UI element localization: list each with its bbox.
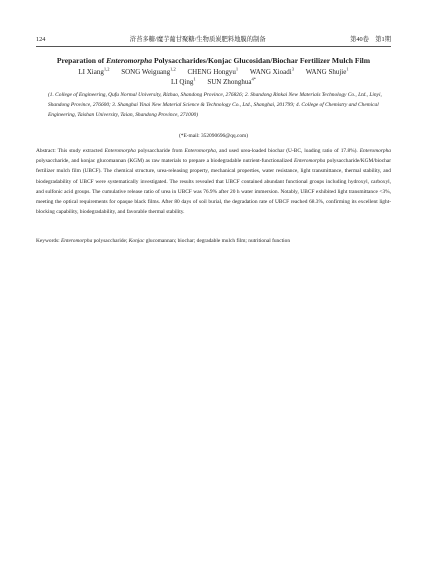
keywords-segment: glucomannan; biochar; degradable mulch film; nutritional function [144, 238, 291, 244]
paper-title [36, 56, 391, 66]
author: LI Xiang$^{1,2}$ [78, 66, 110, 76]
keywords-body [61, 238, 290, 244]
volume-issue: 第40卷 第1期 [350, 36, 391, 43]
abstract-segment: Enteromorpha [359, 148, 391, 154]
abstract-segment: polysaccharide/KGM/biochar fertilizer mulch film (UBCF). The chemical structure, urea-releasing property, mechanical properties, water resistance, light transmittance, thermal stability, and biodegradability of UBCF were systematically investigated. The results revealed that UBCF contained abundant functional groups including hydroxyl, carboxyl, and sulfonic acid groups. The cumulative release ratio of urea in UBCF was 76.9% after 20 h water immersion. Notably, UBCF exhibited light transmittance <3%, meeting the optical requirements for opaque black films. After 80 days of soil burial, the degradation rate of UBCF reached 68.3%, confirming its excellent light-blocking capability, biodegradability, and favorable thermal stability. [36, 158, 391, 216]
author: SONG Weiguang$^{1,2}$ [121, 66, 176, 76]
journal-running-title: 浒苔多糖/魔芋葡甘聚糖/生物质炭肥料地膜的制备 [129, 36, 266, 43]
keywords [36, 236, 391, 246]
abstract-label: Abstract: [36, 148, 58, 154]
author: CHENG Hongyu$^1$ [187, 66, 239, 76]
keywords-label: Keywords: [36, 238, 62, 244]
abstract [36, 146, 391, 217]
abstract-segment: polysaccharide, and konjac glucomannan (KGM) as raw materials to prepare a biodegradable nutrient-functionalized [36, 158, 294, 165]
affiliations: (1. College of Engineering, Qufu Normal University, Rizhao, Shandong Province, 276826; 2. Shandong Rinkai New Materials Technology Co., Ltd., Linyi, Shandong Province, 276600; 3. Shanghai Yinai New Material Science & Technology Co., Ltd., Shanghai, 201799; 4. College of Chemistry and Chemical Engineering, Taishan University, Taian, Shandong Province, 271000) [48, 92, 382, 119]
author: SUN Zhonghua$^{4*}$ [207, 76, 256, 86]
author: WANG Shujie$^1$ [305, 66, 349, 76]
abstract-segment: This study extracted [57, 148, 105, 154]
running-header [36, 36, 391, 47]
author-list [36, 67, 391, 87]
keywords-segment: polysaccharide; [92, 238, 129, 244]
author: WANG Xioadi$^3$ [249, 66, 294, 76]
author: LI Qing$^1$ [171, 76, 196, 86]
title-post: Polysaccharides/Konjac Glucosidan/Biochar Fertilizer Mulch Film [152, 56, 371, 65]
abstract-segment: polysaccharide from [135, 148, 185, 154]
title-pre: Preparation of [56, 56, 107, 65]
author-row-2 [36, 77, 391, 87]
abstract-segment: Enteromorpha [104, 148, 136, 154]
corresponding-email: (*E-mail: 352090696@qq.com) [178, 133, 249, 139]
keywords-segment: Enteromorpha [61, 238, 93, 244]
abstract-body [36, 148, 391, 215]
keywords-segment: Konjac [128, 238, 145, 244]
page-number: 124 [36, 36, 46, 43]
author-row-1 [36, 67, 391, 77]
abstract-segment: , and used urea-loaded biochar (U-BC, loading ratio of 17.8%). [215, 148, 360, 154]
abstract-segment: Enteromorpha [293, 158, 326, 165]
abstract-segment: Enteromorpha [184, 148, 216, 154]
title-italic: Enteromorpha [106, 56, 153, 65]
